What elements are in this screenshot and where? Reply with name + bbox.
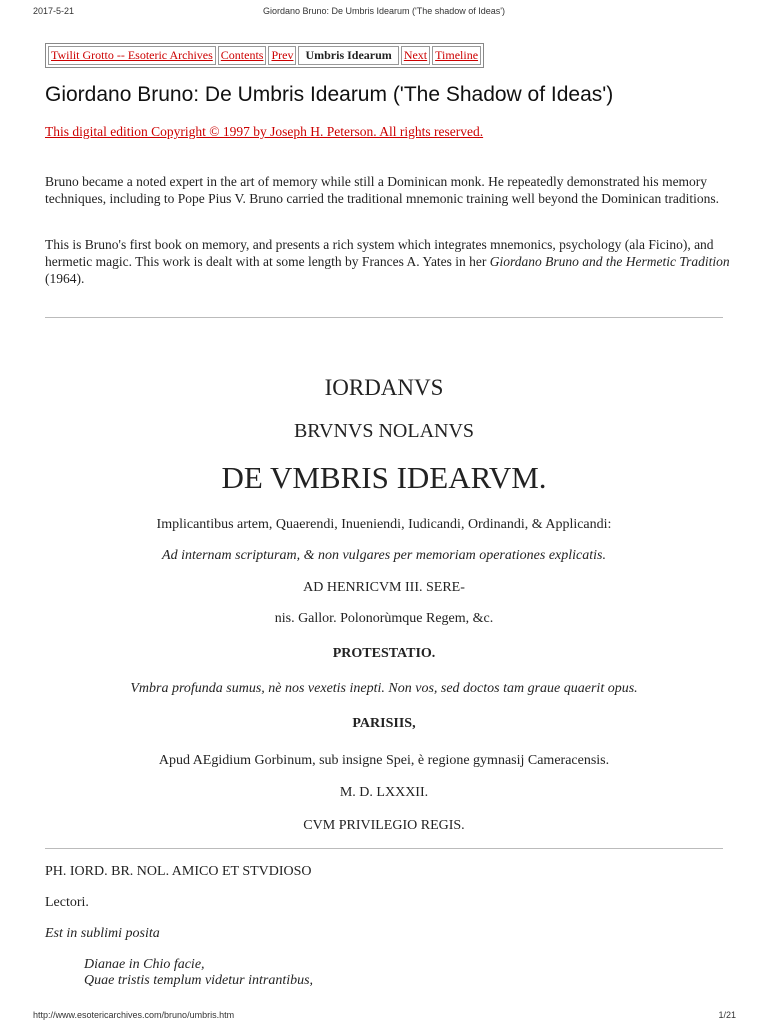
verse-line: Quae tristis templum videtur intrantibus,: [84, 973, 314, 988]
author-line-2: BRVNVS NOLANVS: [293, 420, 475, 442]
preface-heading: PH. IORD. BR. NOL. AMICO ET STVDIOSO: [45, 864, 312, 879]
publication-year: M. D. LXXXII.: [339, 785, 429, 800]
print-date: 2017-5-21: [33, 6, 75, 16]
print-footer: [0, 1010, 768, 1022]
divider: [45, 848, 723, 849]
intro-paragraph-2: [45, 236, 730, 287]
print-url: http://www.esotericarchives.com/bruno/umbris.htm: [33, 1010, 235, 1020]
dedication-line-2: nis. Gallor. Polonorùmque Regem, &c.: [274, 611, 494, 626]
nav-cell-timeline: [432, 46, 481, 65]
print-page-number: 1/21: [718, 1010, 736, 1020]
nav-cell-contents: [218, 46, 267, 65]
dedication-line-1: AD HENRICVM III. SERE-: [303, 580, 465, 595]
book-title: DE VMBRIS IDEARVM.: [221, 460, 547, 495]
preface-verse: [84, 957, 313, 989]
print-header: [0, 6, 768, 20]
nav-link-timeline[interactable]: Timeline: [435, 48, 479, 62]
protestatio-verse: Vmbra profunda sumus, nè nos vexetis inepti. Non vos, sed doctos tam graue quaerit opus.: [130, 681, 638, 696]
protestatio-heading: PROTESTATIO.: [332, 646, 436, 661]
publisher-line: Apud AEgidium Gorbinum, sub insigne Spei, è regione gymnasij Cameracensis.: [158, 753, 610, 768]
subtitle-ad-internam: Ad internam scripturam, & non vulgares per memoriam operationes explicatis.: [162, 548, 606, 563]
author-line-1: IORDANVS: [324, 375, 444, 400]
preface-lectori: Lectori.: [45, 895, 89, 910]
print-doc-title: Giordano Bruno: De Umbris Idearum ('The shadow of Ideas'): [262, 6, 506, 16]
subtitle-implicantibus: Implicantibus artem, Quaerendi, Inueniendi, Iudicandi, Ordinandi, & Applicandi:: [156, 517, 612, 532]
intro-p2-end: (1964).: [45, 271, 85, 286]
nav-link-prev[interactable]: Prev: [271, 48, 294, 62]
nav-link-twilit-grotto[interactable]: Twilit Grotto -- Esoteric Archives: [51, 48, 213, 62]
nav-cell-prev: [268, 46, 296, 65]
nav-link-contents[interactable]: Contents: [220, 48, 264, 62]
intro-paragraph-1: Bruno became a noted expert in the art of memory while still a Dominican monk. He repeatedly demonstrated his memory techniques, including to Pope Pius V. Bruno carried the traditional mnemonic training well beyond the Dominican traditions.: [45, 174, 720, 206]
verse-line: Dianae in Chio facie,: [84, 957, 205, 972]
nav-current-page: Umbris Idearum: [298, 46, 398, 65]
divider: [45, 317, 723, 318]
nav-cell-home: [48, 46, 216, 65]
privilege-line: CVM PRIVILEGIO REGIS.: [303, 818, 465, 833]
intro-book-title: Giordano Bruno and the Hermetic Tradition: [489, 254, 730, 269]
copyright-link[interactable]: This digital edition Copyright © 1997 by Joseph H. Peterson. All rights reserved.: [45, 124, 484, 139]
nav-cell-next: [401, 46, 430, 65]
intro-p2-start: This is Bruno's first book on memory, and presents a rich system which integrates mnemonics, psychology (ala Ficino), and hermetic magic. This work is dealt with at some length by Frances A. Yates in her: [45, 237, 714, 269]
page-title: Giordano Bruno: De Umbris Idearum ('The Shadow of Ideas'): [45, 83, 614, 106]
preface-est: Est in sublimi posita: [45, 926, 160, 941]
nav-bar: [45, 43, 484, 68]
nav-link-next[interactable]: Next: [403, 48, 428, 62]
place-heading: PARISIIS,: [352, 716, 416, 731]
